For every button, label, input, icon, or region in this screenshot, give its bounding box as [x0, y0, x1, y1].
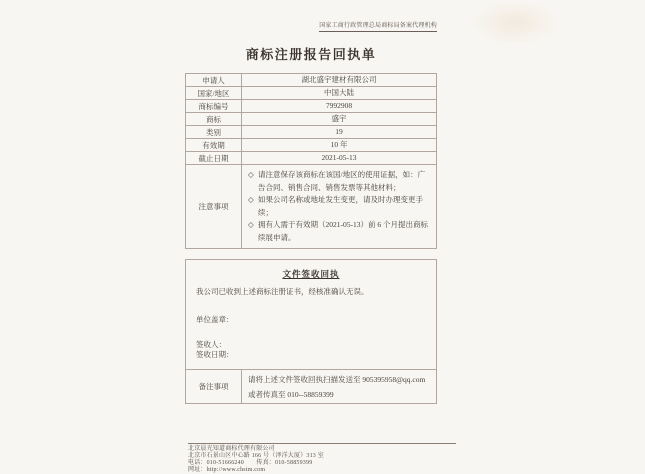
field-value-expiry-date: 2021-05-13	[321, 153, 357, 162]
receipt-section	[185, 259, 437, 404]
remark-line-send: 请将上述文件签收回执扫描发送至 905395958@qq.com	[248, 374, 426, 384]
trademark-info-table	[185, 73, 437, 249]
remark-row	[186, 369, 436, 403]
field-value-trademark-number: 7992908	[325, 101, 353, 110]
diamond-bullet-icon: ◇	[248, 220, 254, 229]
table-row	[186, 100, 436, 113]
table-row	[186, 126, 436, 139]
note-item	[242, 219, 436, 244]
field-label-expiry-date: 截止日期	[186, 152, 242, 164]
note-text: 如果公司名称或地址发生变更，请及时办理变更手续；	[258, 195, 423, 217]
scan-stain	[470, 0, 560, 45]
agency-filing-note: 国家工商行政管理总局商标局备案代理机构	[319, 23, 437, 32]
company-stamp-label: 单位盖章：	[196, 315, 234, 324]
note-text: 请注意保存该商标在该国/地区的使用证据，如：广告合同、销售合同、销售发票等其他材料；	[258, 170, 426, 192]
diamond-bullet-icon: ◇	[248, 195, 254, 204]
note-text: 拥有人需于有效期（2021-05-13）前 6 个月提出商标续展申请。	[258, 220, 428, 242]
table-row	[186, 139, 436, 152]
table-row	[186, 113, 436, 126]
document-sheet	[185, 0, 437, 474]
agency-phone-fax: 电话：010-51666240 传真：010-58859399	[188, 460, 313, 466]
notes-row	[186, 165, 436, 248]
field-value-country: 中国大陆	[324, 88, 354, 97]
table-row	[186, 87, 436, 100]
agency-footer	[188, 443, 456, 474]
agency-company-name: 北京晨光知道商标代理有限公司	[188, 446, 275, 452]
field-label-class: 类别	[186, 126, 242, 138]
notes-label: 注意事项	[186, 165, 242, 248]
notes-content	[242, 165, 436, 248]
field-label-trademark-number: 商标编号	[186, 100, 242, 112]
agency-website: 网址：http://www.chstm.com	[188, 467, 266, 473]
remark-line-fax: 或者传真至 010--58859399	[248, 389, 334, 399]
field-label-applicant: 申请人	[186, 74, 242, 86]
diamond-bullet-icon: ◇	[248, 170, 254, 179]
remark-label: 备注事项	[186, 370, 242, 403]
field-value-class: 19	[335, 127, 343, 136]
field-value-validity: 10 年	[330, 140, 348, 149]
receipt-confirmation-text: 我公司已收到上述商标注册证书，经核准确认无误。	[196, 287, 369, 296]
field-value-applicant: 湖北盛宇建材有限公司	[301, 75, 377, 84]
header-note-row	[185, 14, 437, 32]
remark-content	[242, 370, 436, 403]
note-item	[242, 194, 436, 219]
note-item	[242, 169, 436, 194]
field-label-trademark: 商标	[186, 113, 242, 125]
field-value-trademark: 盛宇	[331, 114, 347, 123]
receipt-title: 文件签收回执	[282, 269, 340, 279]
sign-date-label: 签收日期：	[196, 349, 234, 359]
table-row	[186, 74, 436, 87]
signer-label: 签收人：	[196, 340, 226, 349]
receipt-main	[186, 260, 436, 369]
table-row	[186, 152, 436, 165]
agency-address: 北京市石景山区中心路 166 号（泽洋大厦）313 室	[188, 453, 324, 459]
field-label-validity: 有效期	[186, 139, 242, 151]
document-title: 商标注册报告回执单	[245, 47, 377, 62]
field-label-country: 国家/地区	[186, 87, 242, 99]
